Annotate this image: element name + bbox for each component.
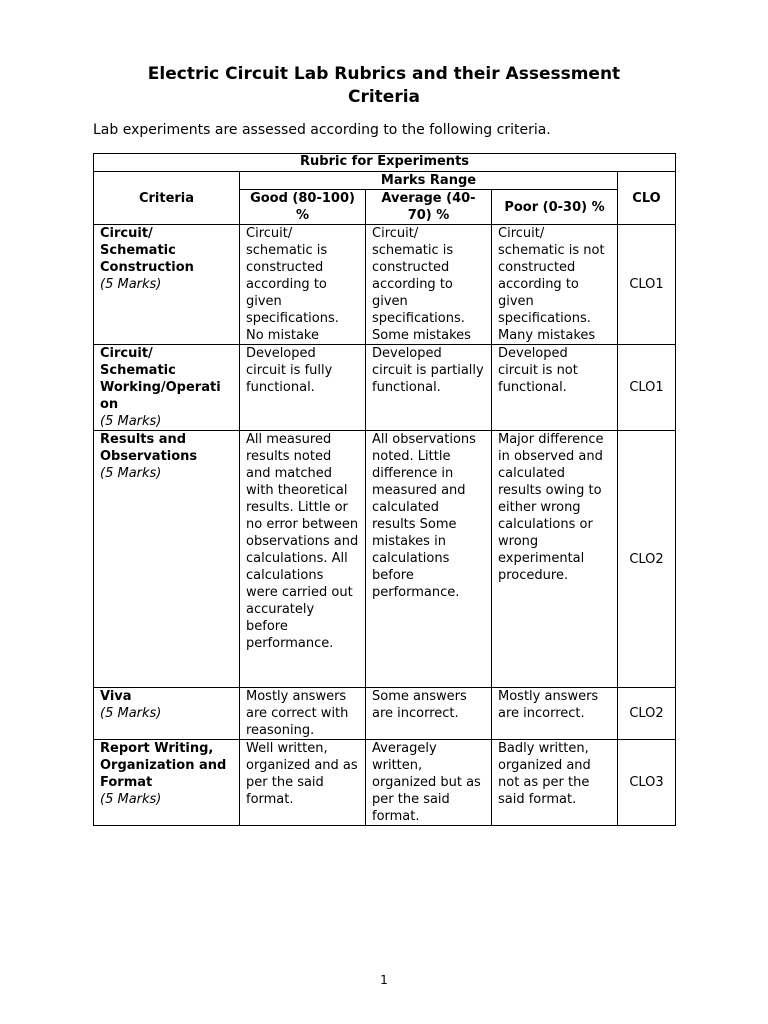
poor-cell: Mostly answers are incorrect. [492,688,618,740]
header-row-top [94,172,676,190]
average-cell: All observations noted. Little difference in measured and calculated results Some mistakes in calculations before performance. [366,431,492,688]
table-caption-row [94,154,676,172]
criteria-name: Circuit/ Schematic Working/Operati on [100,346,221,412]
clo-cell: CLO1 [618,345,676,431]
table-row [94,431,676,688]
marks-range-header: Marks Range [240,172,618,190]
criteria-marks: (5 Marks) [100,277,162,292]
criteria-name: Viva [100,689,132,704]
criteria-name: Results and Observations [100,432,198,464]
criteria-name: Circuit/ Schematic Construction [100,226,194,275]
average-cell: Circuit/ schematic is constructed according to given specifications. Some mistakes [366,225,492,345]
good-cell: Mostly answers are correct with reasoning. [240,688,366,740]
criteria-header: Criteria [94,172,240,225]
clo-cell: CLO2 [618,688,676,740]
clo-cell: CLO3 [618,740,676,826]
average-cell: Some answers are incorrect. [366,688,492,740]
average-cell: Averagely written, organized but as per the said format. [366,740,492,826]
good-header: Good (80-100) % [240,190,366,225]
poor-header: Poor (0-30) % [492,190,618,225]
clo-cell: CLO2 [618,431,676,688]
criteria-cell [94,345,240,431]
poor-cell: Major difference in observed and calculated results owing to either wrong calculations or wrong experimental procedure. [492,431,618,688]
criteria-cell [94,225,240,345]
table-caption: Rubric for Experiments [94,154,676,172]
poor-cell: Circuit/ schematic is not constructed according to given specifications. Many mistakes [492,225,618,345]
good-cell: Developed circuit is fully functional. [240,345,366,431]
criteria-marks: (5 Marks) [100,414,162,429]
document-title-line1: Electric Circuit Lab Rubrics and their Assessment [147,64,621,84]
document-title [93,63,675,109]
page-number: 1 [380,973,388,987]
table-row [94,740,676,826]
good-cell: Circuit/ schematic is constructed according to given specifications. No mistake [240,225,366,345]
rubric-table [93,153,676,826]
poor-cell: Developed circuit is not functional. [492,345,618,431]
criteria-cell [94,740,240,826]
average-header: Average (40-70) % [366,190,492,225]
document-title-line2: Criteria [347,87,421,107]
table-row [94,345,676,431]
criteria-name: Report Writing, Organization and Format [100,741,227,790]
good-cell: Well written, organized and as per the said format. [240,740,366,826]
intro-text: Lab experiments are assessed according to the following criteria. [93,122,551,138]
average-cell: Developed circuit is partially functional. [366,345,492,431]
good-cell: All measured results noted and matched with theoretical results. Little or no error between observations and calculations. All calculations were carried out accurately before performance. [240,431,366,688]
clo-cell: CLO1 [618,225,676,345]
criteria-cell [94,688,240,740]
criteria-marks: (5 Marks) [100,466,162,481]
table-row [94,225,676,345]
criteria-marks: (5 Marks) [100,706,162,721]
criteria-cell [94,431,240,688]
table-row [94,688,676,740]
poor-cell: Badly written, organized and not as per the said format. [492,740,618,826]
clo-header: CLO [618,172,676,225]
criteria-marks: (5 Marks) [100,792,162,807]
